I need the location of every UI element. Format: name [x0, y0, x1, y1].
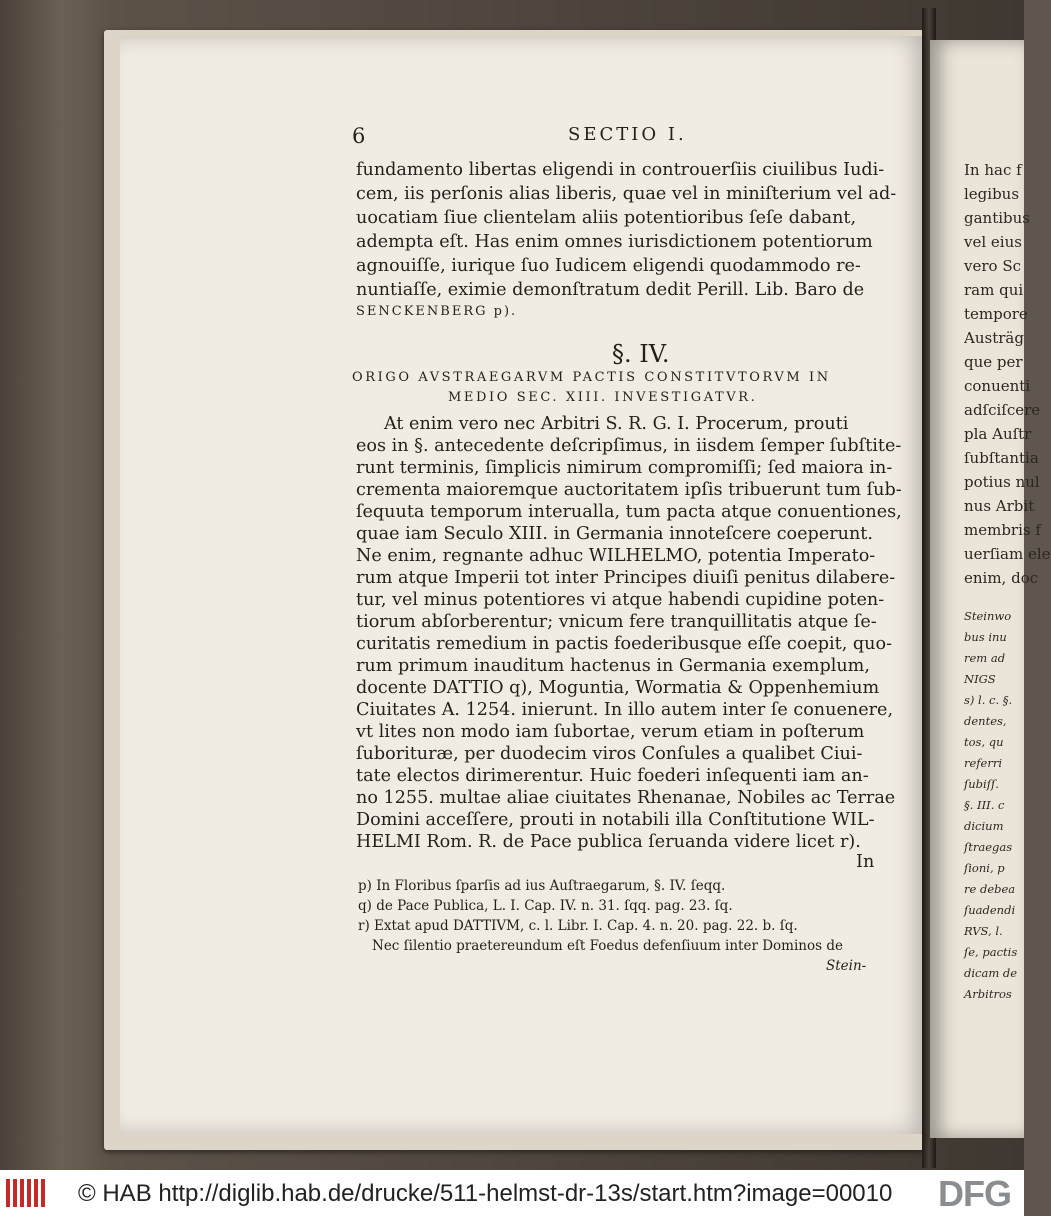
page-number: 6 — [352, 124, 366, 148]
facing-line: Austräg — [964, 329, 1024, 347]
footnote-catchword: Stein- — [826, 958, 867, 974]
section-mark: §. IV. — [612, 340, 670, 368]
body-line: curitatis remedium in pactis foederibusque eſſe coepit, quo- — [356, 634, 893, 654]
facing-note: ſtraegas — [964, 840, 1013, 854]
body-line: nuntiaſſe, eximie demonſtratum dedit Perill. Lib. Baro de — [356, 280, 865, 300]
facing-note: bus inu — [964, 630, 1007, 644]
facing-line: potius nul — [964, 473, 1040, 491]
facing-note: RVS, l. — [964, 924, 1003, 938]
body-line: HELMI Rom. R. de Pace publica ſeruanda videre licet r). — [356, 832, 861, 852]
body-line: runt terminis, ſimplicis nimirum compromiſſi; ſed maiora in- — [356, 458, 893, 478]
body-line: tiorum abſorberentur; vnicum fere tranquillitatis atque ſe- — [356, 612, 877, 632]
facing-note: ſioni, p — [964, 861, 1005, 875]
footer-bar — [0, 1170, 1024, 1216]
body-line: rum atque Imperii tot inter Principes diuiſi penitus dilabere- — [356, 568, 896, 588]
running-head: SECTIO I. — [568, 124, 687, 145]
body-line: uocatiam ſiue clientelam aliis potentioribus ſeſe dabant, — [356, 208, 857, 228]
facing-line: tempore — [964, 305, 1028, 323]
facing-note: ſubiſſ. — [964, 777, 999, 791]
body-line: eos in §. antecedente deſcripſimus, in iisdem ſemper ſubſtite- — [356, 436, 902, 456]
footnote: Nec ſilentio praetereundum eſt Foedus defenſiuum inter Dominos de — [372, 938, 843, 954]
facing-note: dicam de — [964, 966, 1018, 980]
body-line: SENCKENBERG p). — [356, 304, 518, 319]
body-line: vt lites non modo iam ſubortae, verum etiam in poſterum — [356, 722, 865, 742]
facing-line: In hac f — [964, 161, 1022, 179]
body-line: rum primum inauditum hactenus in Germania exemplum, — [356, 656, 870, 676]
catchword: In — [856, 852, 875, 872]
facing-note: NIGS — [964, 672, 996, 686]
facing-note: re debea — [964, 882, 1016, 896]
facing-line: que per — [964, 353, 1023, 371]
body-line: Ne enim, regnante adhuc WILHELMO, potentia Imperato- — [356, 546, 876, 566]
facing-line: enim, doc — [964, 569, 1039, 587]
copyright-url[interactable]: © HAB http://diglib.hab.de/drucke/511-helmst-dr-13s/start.htm?image=00010 — [78, 1180, 893, 1207]
footnote: p) In Floribus ſparſis ad ius Auſtraegarum, §. IV. ſeqq. — [358, 878, 726, 894]
facing-line: adſciſcere — [964, 401, 1041, 419]
body-line: cem, iis perſonis alias liberis, quae vel in miniſterium vel ad- — [356, 184, 897, 204]
facing-line: membris f — [964, 521, 1041, 539]
section-heading: MEDIO SEC. XIII. INVESTIGATVR. — [448, 390, 758, 405]
hab-logo-icon — [6, 1179, 50, 1207]
facing-note: referri — [964, 756, 1003, 770]
body-line: no 1255. multae aliae ciuitates Rhenanae, Nobiles ac Terrae — [356, 788, 896, 808]
body-line: tate electos dirimerentur. Huic foederi inſequenti iam an- — [356, 766, 869, 786]
section-heading: ORIGO AVSTRAEGARVM PACTIS CONSTITVTORVM IN — [352, 370, 831, 385]
facing-line: nus Arbit — [964, 497, 1035, 515]
body-line: agnouiſſe, iurique ſuo Iudicem eligendi quodammodo re- — [356, 256, 861, 276]
body-line: adempta eſt. Has enim omnes iurisdictionem potentiorum — [356, 232, 873, 252]
body-line: ſuborituræ, per duodecim viros Conſules a qualibet Ciui- — [356, 744, 863, 764]
footnote: q) de Pace Publica, L. I. Cap. IV. n. 31. ſqq. pag. 23. ſq. — [358, 898, 733, 914]
facing-line: gantibus — [964, 209, 1030, 227]
facing-line: ram qui — [964, 281, 1024, 299]
body-line: At enim vero nec Arbitri S. R. G. I. Procerum, prouti — [384, 414, 849, 434]
body-line: ſequuta temporum interualla, tum pacta atque conuentiones, — [356, 502, 902, 522]
facing-line: ſubſtantia — [964, 449, 1039, 467]
facing-page — [930, 40, 1051, 1138]
body-line: Domini acceſſere, prouti in notabili illa Conſtitutione WIL- — [356, 810, 875, 830]
facing-line: vero Sc — [964, 257, 1021, 275]
facing-line: uerſiam ele — [964, 545, 1051, 563]
facing-note: Arbitros — [964, 987, 1012, 1001]
footnote: r) Extat apud DATTIVM, c. l. Libr. I. Cap. 4. n. 20. pag. 22. b. ſq. — [358, 918, 798, 934]
facing-note: dentes, — [964, 714, 1007, 728]
facing-note: Steinwo — [964, 609, 1012, 623]
facing-note: s) l. c. §. — [964, 693, 1013, 707]
facing-note: ſuadendi — [964, 903, 1016, 917]
facing-line: pla Auſtr — [964, 425, 1032, 443]
body-line: tur, vel minus potentiores vi atque habendi cupidine poten- — [356, 590, 885, 610]
facing-note: dicium — [964, 819, 1004, 833]
facing-note: ſe, pactis — [964, 945, 1018, 959]
facing-note: tos, qu — [964, 735, 1004, 749]
body-line: crementa maioremque auctoritatem ipſis tribuerunt tum ſub- — [356, 480, 902, 500]
dfg-logo: DFG — [938, 1173, 1011, 1214]
facing-note: §. III. c — [964, 798, 1005, 812]
body-line: Ciuitates A. 1254. inierunt. In illo autem inter ſe conuenere, — [356, 700, 894, 720]
facing-line: legibus — [964, 185, 1020, 203]
facing-note: rem ad — [964, 651, 1006, 665]
facing-line: conuenti — [964, 377, 1031, 395]
body-line: docente DATTIO q), Moguntia, Wormatia & Oppenhemium — [356, 678, 880, 698]
facing-line: vel eius — [964, 233, 1022, 251]
body-line: quae iam Seculo XIII. in Germania innoteſcere coeperunt. — [356, 524, 873, 544]
body-line: fundamento libertas eligendi in controuerſiis ciuilibus Iudi- — [356, 160, 885, 180]
